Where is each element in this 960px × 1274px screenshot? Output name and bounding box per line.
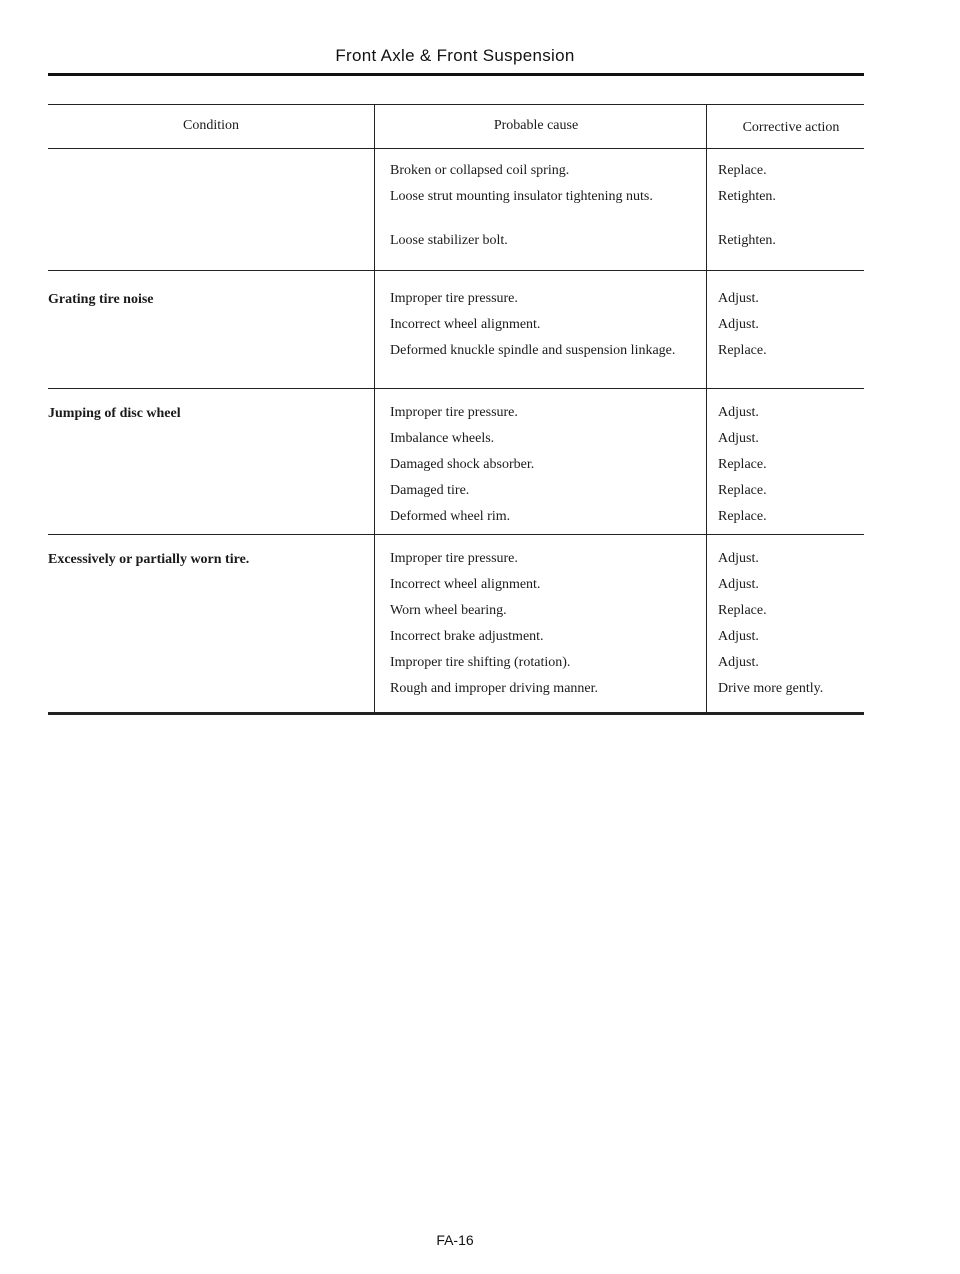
cause-cell: Incorrect brake adjustment.: [390, 629, 544, 644]
cause-cell: Loose stabilizer bolt.: [390, 233, 508, 248]
table-bottom-rule: [48, 712, 864, 715]
cause-cell: Deformed wheel rim.: [390, 509, 511, 524]
table-group: [48, 148, 864, 270]
header-probable-cause: Probable cause: [493, 118, 579, 133]
action-cell: Replace.: [718, 343, 767, 358]
condition-cell: Grating tire noise: [48, 292, 154, 307]
cause-cell: Deformed knuckle spindle and suspension linkage.: [390, 343, 676, 358]
cause-cell: Incorrect wheel alignment.: [390, 317, 541, 332]
cause-cell: Damaged tire.: [390, 483, 470, 498]
action-cell: Replace.: [718, 509, 767, 524]
title-rule: [48, 73, 864, 76]
cause-cell: Improper tire pressure.: [390, 291, 518, 306]
cause-cell: Improper tire pressure.: [390, 551, 518, 566]
action-cell: Replace.: [718, 163, 767, 178]
action-cell: Replace.: [718, 457, 767, 472]
table-group: [48, 388, 864, 534]
action-cell: Adjust.: [718, 629, 759, 644]
table-header-row: [48, 104, 864, 146]
cause-cell: Rough and improper driving manner.: [390, 681, 599, 696]
action-cell: Adjust.: [718, 551, 759, 566]
cause-cell: Loose strut mounting insulator tightening nuts.: [390, 189, 653, 204]
cause-cell: Incorrect wheel alignment.: [390, 577, 541, 592]
header-condition: Condition: [182, 118, 239, 133]
cause-cell: Worn wheel bearing.: [390, 603, 507, 618]
action-cell: Adjust.: [718, 291, 759, 306]
troubleshooting-table: [48, 104, 864, 696]
row-separator: [48, 388, 864, 389]
page-title: Front Axle & Front Suspension: [335, 46, 575, 65]
action-cell: Retighten.: [718, 233, 776, 248]
action-cell: Adjust.: [718, 405, 759, 420]
page-number: FA-16: [436, 1232, 474, 1248]
condition-cell: Jumping of disc wheel: [48, 406, 181, 421]
action-cell: Adjust.: [718, 431, 759, 446]
cause-cell: Damaged shock absorber.: [390, 457, 535, 472]
action-cell: Adjust.: [718, 577, 759, 592]
cause-cell: Improper tire shifting (rotation).: [390, 655, 571, 670]
row-separator: [48, 148, 864, 149]
action-cell: Drive more gently.: [718, 681, 824, 696]
action-cell: Replace.: [718, 483, 767, 498]
row-separator: [48, 270, 864, 271]
row-separator: [48, 534, 864, 535]
action-cell: Replace.: [718, 603, 767, 618]
condition-cell: Excessively or partially worn tire.: [48, 552, 250, 567]
table-group: [48, 270, 864, 388]
header-corrective-action: Corrective action: [742, 120, 840, 135]
cause-cell: Imbalance wheels.: [390, 431, 495, 446]
cause-cell: Improper tire pressure.: [390, 405, 518, 420]
action-cell: Adjust.: [718, 317, 759, 332]
action-cell: Retighten.: [718, 189, 776, 204]
action-cell: Adjust.: [718, 655, 759, 670]
table-group: [48, 534, 864, 712]
cause-cell: Broken or collapsed coil spring.: [390, 163, 570, 178]
